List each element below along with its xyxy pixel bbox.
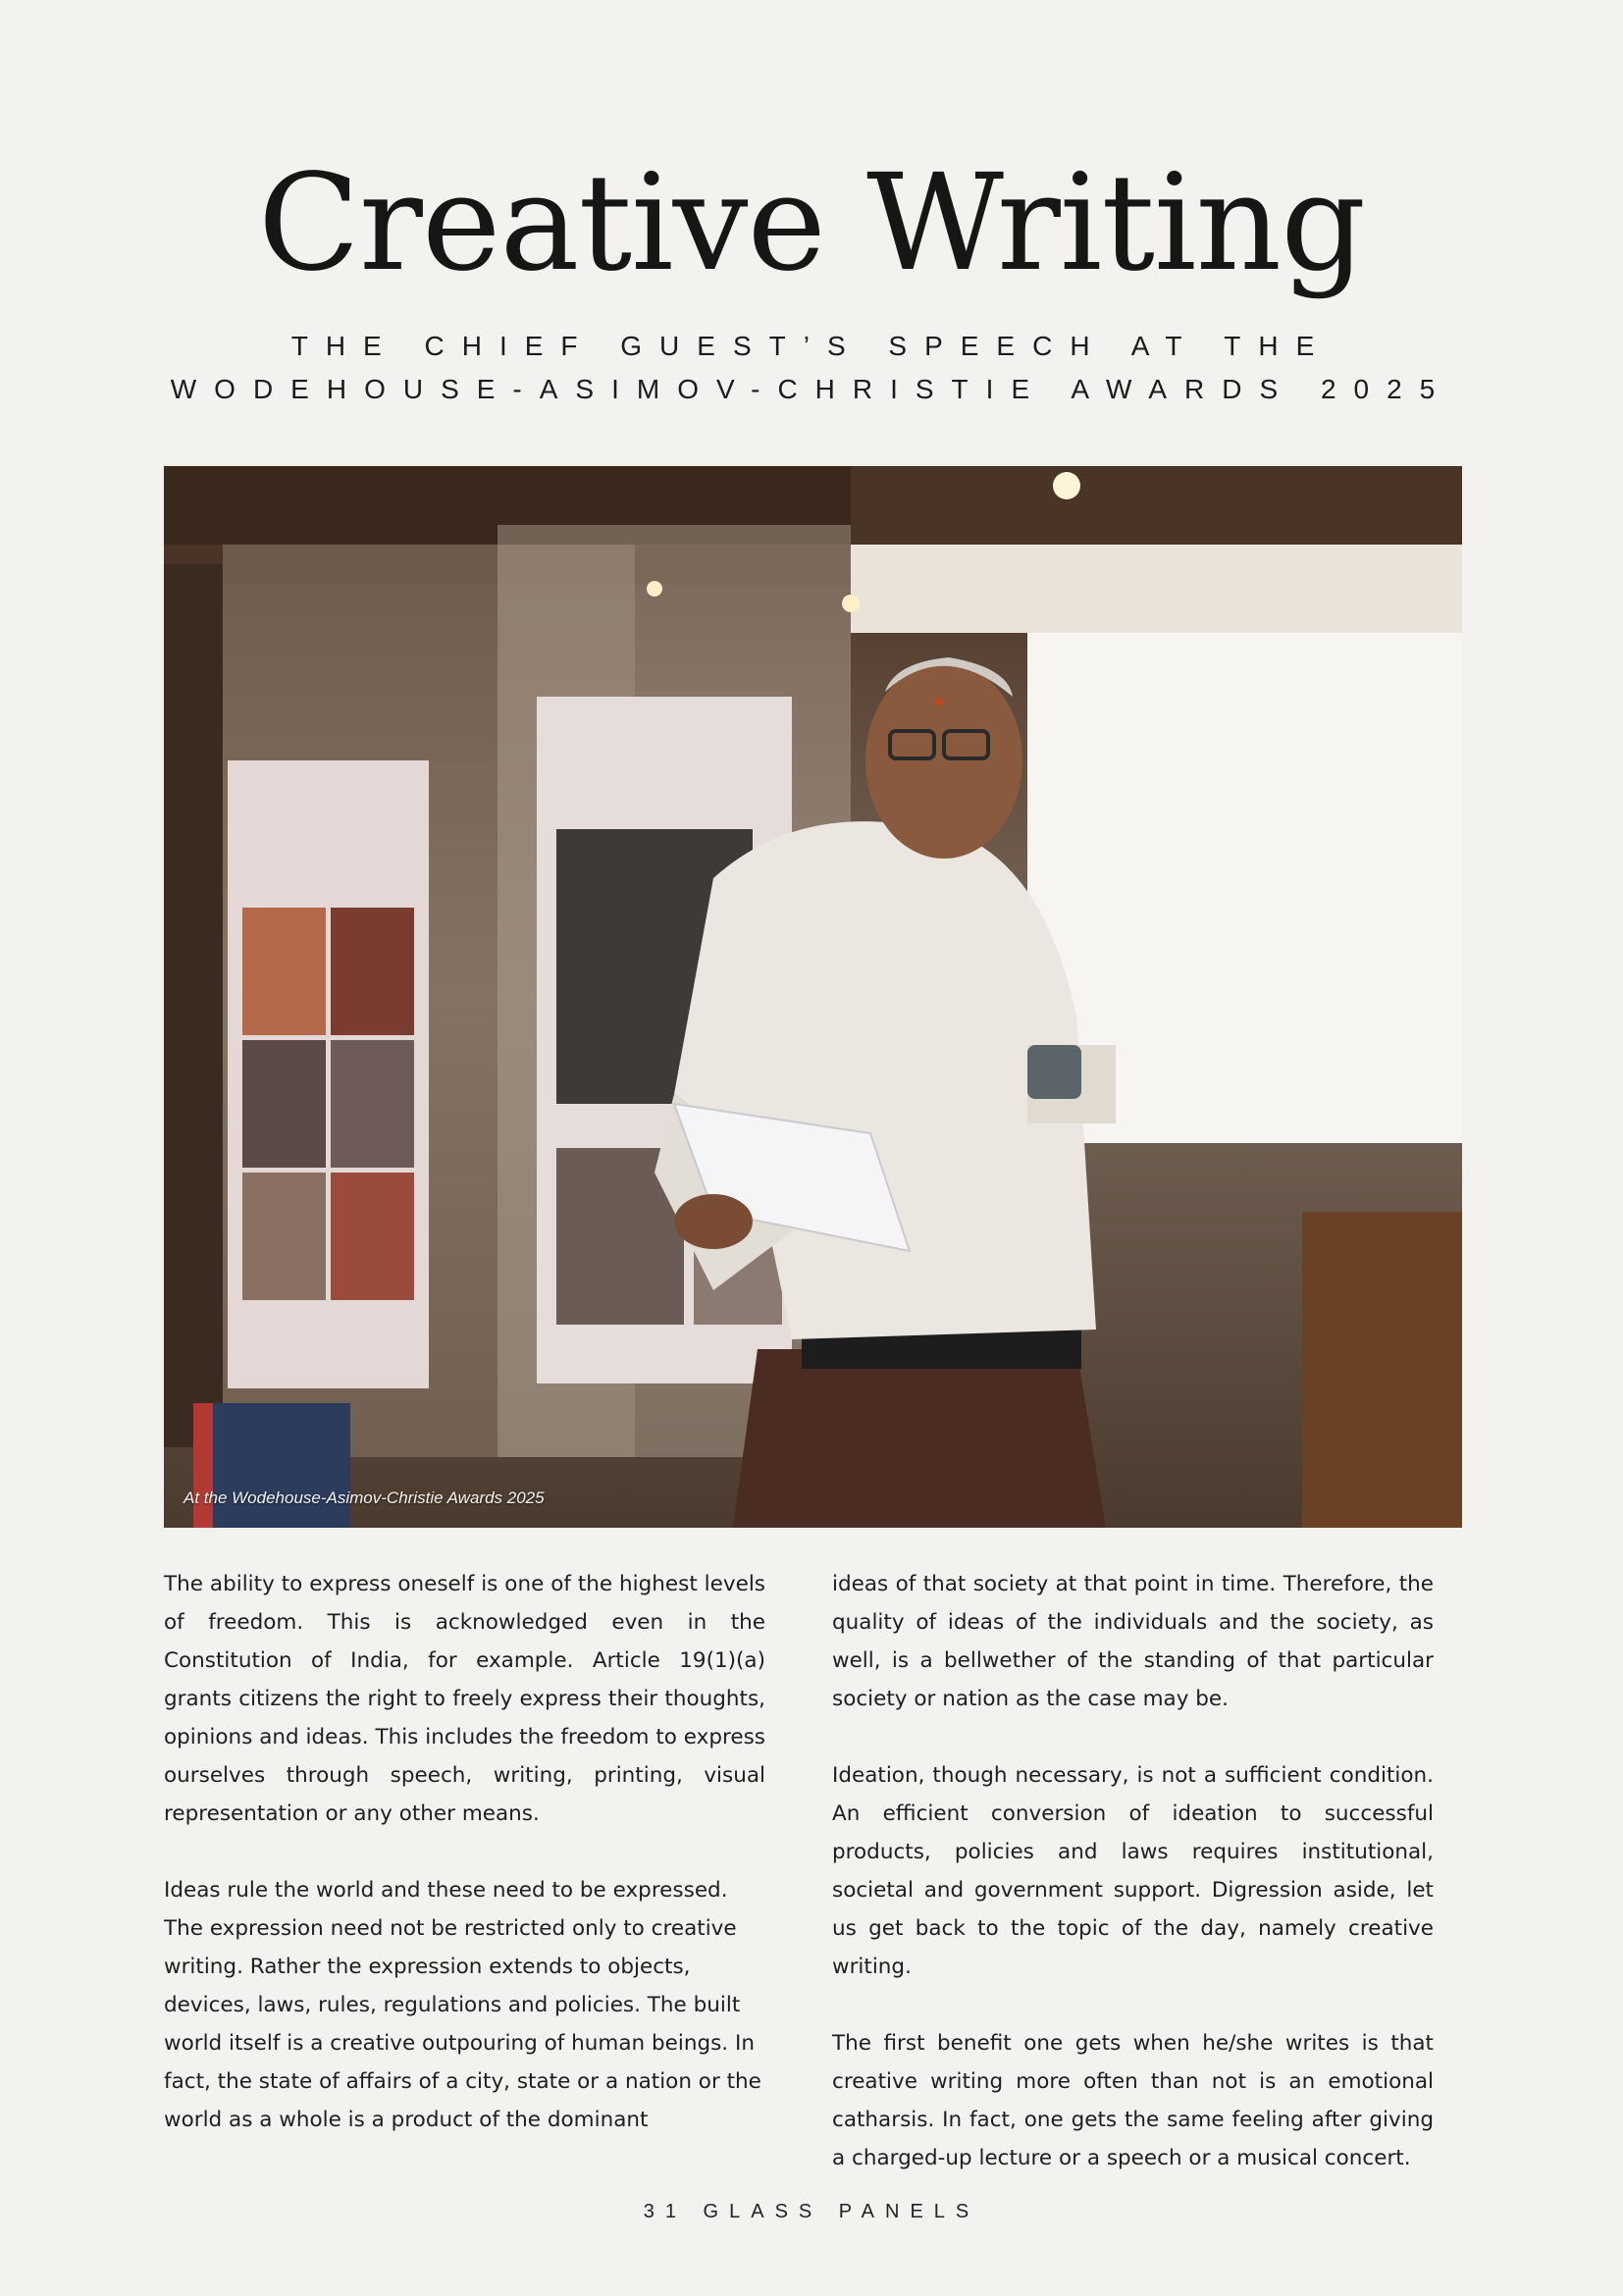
phone-in-pocket [1027, 1045, 1081, 1099]
upper-wall [851, 545, 1462, 633]
page-footer: 31 GLASS PANELS [643, 2201, 980, 2222]
ceiling-light-1 [1053, 472, 1080, 499]
subtitle-line-2: WODEHOUSE-ASIMOV-CHRISTIE AWARDS 2025 [170, 374, 1453, 404]
paragraph: Ideas rule the world and these need to be expressed. The expression need not be restricted only to creative writing. Rather the expression extends to objects, devices, laws, rules, regulations and policies. The built world itself is a creative outpouring of human beings. In fact, the state of affairs of a city, state or a nation or the world as a whole is a product of the dominant [164, 1878, 761, 2132]
page-title: Creative Writing [257, 146, 1366, 301]
body-column-right [832, 1565, 1434, 2216]
paragraph: The first benefit one gets when he/she writes is that creative writing more often than not is an emotional catharsis. In fact, one gets the same feeling after giving a charged-up lecture or a speech or a musical concert. [832, 2031, 1434, 2170]
paragraph: ideas of that society at that point in time. Therefore, the quality of ideas of the individuals and the society, as well, is a bellwether of the standing of that particular society or nation as the case may be. [832, 1572, 1434, 1711]
books [193, 1403, 350, 1528]
board-photo-2 [331, 908, 414, 1035]
ceiling-light-2 [842, 595, 860, 612]
speaker-head [865, 662, 1022, 859]
speaker-hand [674, 1194, 753, 1249]
body-column-left [164, 1565, 765, 2177]
board-photo-5 [242, 1173, 326, 1300]
tilak-mark [935, 698, 943, 705]
speaker-trousers [733, 1349, 1106, 1528]
ceiling-light-3 [647, 581, 662, 597]
speaker-photo-illustration [164, 466, 1462, 1528]
book-red [193, 1403, 213, 1528]
board-photo-6 [331, 1173, 414, 1300]
board-photo-3 [242, 1040, 326, 1168]
speaker-photo [164, 466, 1462, 1528]
cabinet [1302, 1212, 1462, 1528]
board-photo-4 [331, 1040, 414, 1168]
paragraph: The ability to express oneself is one of the highest levels of freedom. This is acknowledged even in the Constitution of India, for example. Article 19(1)(a) grants citizens the right to freely express their thoughts, opinions and ideas. This includes the freedom to express ourselves through speech, writing, printing, visual representation or any other means. [164, 1572, 765, 1826]
photo-caption: At the Wodehouse-Asimov-Christie Awards 2025 [183, 1488, 545, 1507]
left-wall [164, 564, 223, 1447]
board-photo-1 [242, 908, 326, 1035]
paragraph: Ideation, though necessary, is not a sufficient condition. An efficient conversion of ideation to successful products, policies and laws requires institutional, societal and government support. Digression aside, let us get back to the topic of the day, namely creative writing. [832, 1763, 1434, 1979]
subtitle-line-1: THE CHIEF GUEST’S SPEECH AT THE [290, 331, 1333, 361]
